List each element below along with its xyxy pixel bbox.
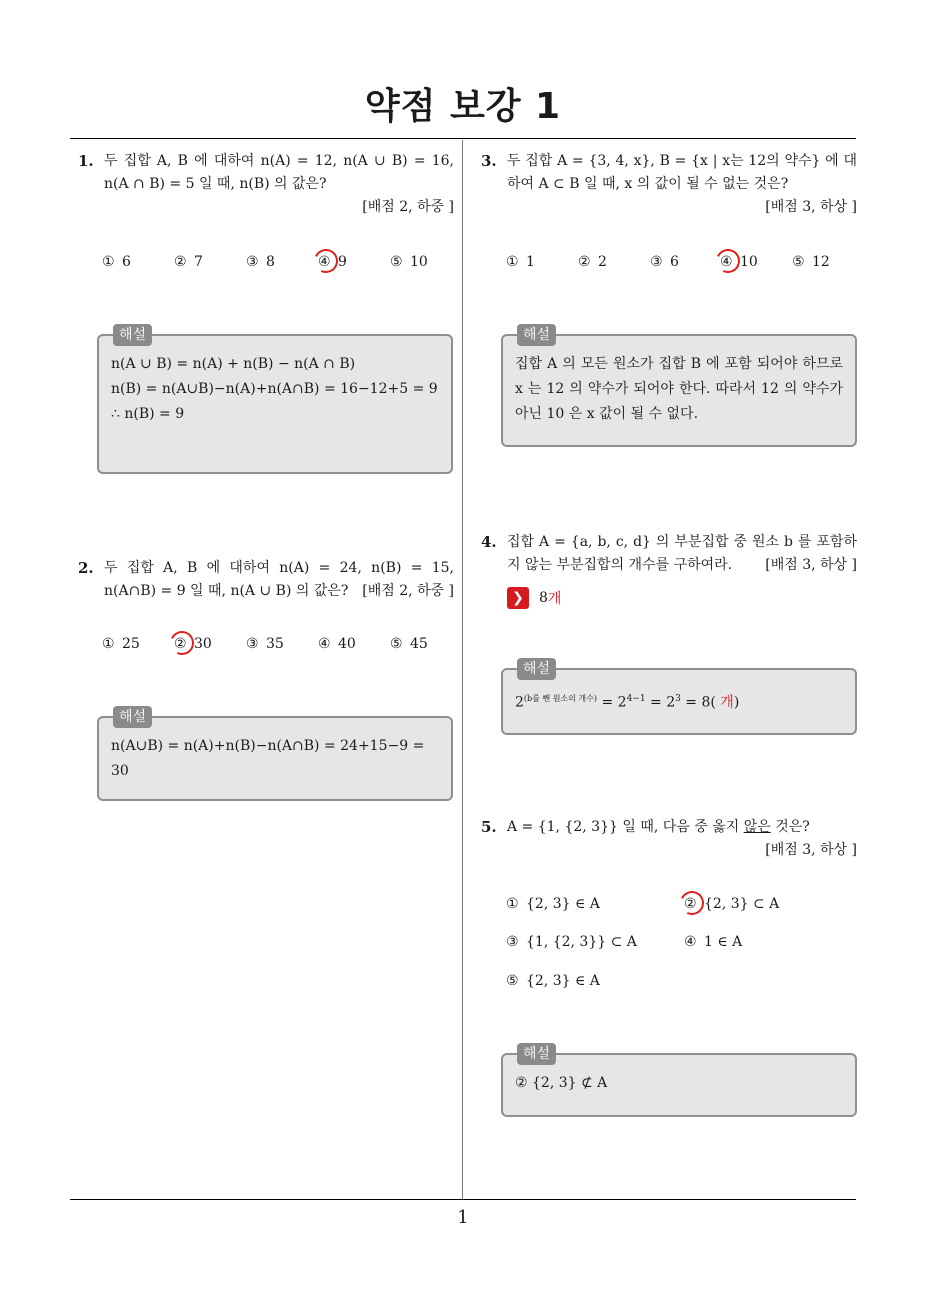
choice-2[interactable]: ② 7 xyxy=(174,254,203,270)
solution-tag: 해설 xyxy=(113,706,152,728)
solution-box-q5 xyxy=(501,1046,857,1117)
bottom-rule xyxy=(70,1199,856,1200)
question-text: 집합 A = {a, b, c, d} 의 부분집합 중 원소 b 를 포함하지 않는 부분집합의 개수를 구하여라. [배점 3, 하상 ] xyxy=(507,531,857,577)
choice-3[interactable]: ③ 6 xyxy=(650,254,679,270)
answer-circle-mark: ④ xyxy=(318,254,338,270)
question-text: A = {1, {2, 3}} 일 때, 다음 중 옳지 않은 것은? xyxy=(507,819,810,835)
choice-4-selected[interactable]: ④ 10 xyxy=(720,254,758,270)
question-number: 5. xyxy=(481,818,497,836)
solution-line: n(A∪B) = n(A)+n(B)−n(A∩B) = 24+15−9 = 30 xyxy=(111,738,425,779)
question-5 xyxy=(481,816,857,862)
solution-box-q3 xyxy=(501,327,857,447)
top-rule xyxy=(70,138,856,139)
solution-tag: 해설 xyxy=(517,658,556,680)
solution-tag: 해설 xyxy=(113,324,152,346)
choice-2-selected[interactable]: ② 30 xyxy=(174,636,212,652)
question-3 xyxy=(481,150,857,219)
choice-4-selected[interactable]: ④ 9 xyxy=(318,254,347,270)
choice-5[interactable]: ⑤ 45 xyxy=(390,636,428,652)
choice-2[interactable]: ② 2 xyxy=(578,254,607,270)
column-divider xyxy=(462,140,463,1200)
answer-unit: 개 xyxy=(547,591,562,607)
question-score: [배점 3, 하상 ] xyxy=(765,199,857,215)
solution-line: n(A ∪ B) = n(A) + n(B) − n(A ∩ B) xyxy=(111,356,356,372)
question-2 xyxy=(78,557,454,603)
question-score: [배점 3, 하상 ] xyxy=(765,557,857,573)
question-score: [배점 2, 하중 ] xyxy=(362,199,454,215)
solution-line: ② {2, 3} ⊄ A xyxy=(515,1075,608,1091)
page-number: 1 xyxy=(457,1207,469,1228)
solution-line: $2^{(b를 뺀 원소의 개수)} = 2^{4-1} = 2^3 = 8$( 개) xyxy=(515,694,740,711)
question-number: 4. xyxy=(481,533,497,551)
answer-circle-mark: ② xyxy=(684,896,704,912)
choice-1[interactable]: ① {2, 3} ∈ A xyxy=(506,896,600,912)
page-title: 약점 보강 1 xyxy=(364,86,562,127)
chevron-right-icon: ❯ xyxy=(507,587,529,609)
solution-box-q1 xyxy=(97,327,453,474)
choice-3[interactable]: ③ 8 xyxy=(246,254,275,270)
question-number: 2. xyxy=(78,559,94,577)
answer-row-q4 xyxy=(507,587,561,609)
solution-tag: 해설 xyxy=(517,1043,556,1065)
answer-value: 8 xyxy=(539,590,548,606)
choice-3[interactable]: ③ 35 xyxy=(246,636,284,652)
question-text: 두 집합 A, B 에 대하여 n(A) = 12, n(A ∪ B) = 16, n(A ∩ B) = 5 일 때, n(B) 의 값은? xyxy=(104,153,454,192)
question-1 xyxy=(78,150,454,219)
choice-2-selected[interactable]: ② {2, 3} ⊂ A xyxy=(684,896,779,912)
question-text: 두 집합 A, B 에 대하여 n(A) = 24, n(B) = 15, n(A∩B) = 9 일 때, n(A ∪ B) 의 값은? [배점 2, 하중 ] xyxy=(104,557,454,603)
choice-1[interactable]: ① 1 xyxy=(506,254,535,270)
choice-1[interactable]: ① 6 xyxy=(102,254,131,270)
solution-line: 집합 A 의 모든 원소가 집합 B 에 포함 되어야 하므로 x 는 12 의 약수가 되어야 한다. 따라서 12 의 약수가 아닌 10 은 x 값이 될 수 없다. xyxy=(515,356,843,422)
question-score: [배점 3, 하상 ] xyxy=(765,842,857,858)
choice-4[interactable]: ④ 40 xyxy=(318,636,356,652)
solution-line: n(B) = n(A∪B)−n(A)+n(A∩B) = 16−12+5 = 9 xyxy=(111,381,438,397)
choice-3[interactable]: ③ {1, {2, 3}} ⊂ A xyxy=(506,934,637,950)
choice-1[interactable]: ① 25 xyxy=(102,636,140,652)
choice-5[interactable]: ⑤ 12 xyxy=(792,254,830,270)
question-score: [배점 2, 하중 ] xyxy=(362,583,454,599)
solution-box-q4 xyxy=(501,661,857,735)
solution-box-q2 xyxy=(97,709,453,801)
solution-line: ∴ n(B) = 9 xyxy=(111,406,185,422)
choice-5[interactable]: ⑤ {2, 3} ∈ A xyxy=(506,973,600,989)
solution-tag: 해설 xyxy=(517,324,556,346)
choice-5[interactable]: ⑤ 10 xyxy=(390,254,428,270)
question-4 xyxy=(481,531,857,577)
question-number: 3. xyxy=(481,152,497,170)
answer-circle-mark: ④ xyxy=(720,254,740,270)
answer-circle-mark: ② xyxy=(174,636,194,652)
choice-4[interactable]: ④ 1 ∈ A xyxy=(684,934,743,950)
question-number: 1. xyxy=(78,152,94,170)
question-text: 두 집합 A = {3, 4, x}, B = {x | x는 12의 약수} 에 대하여 A ⊂ B 일 때, x 의 값이 될 수 없는 것은? xyxy=(507,153,857,192)
